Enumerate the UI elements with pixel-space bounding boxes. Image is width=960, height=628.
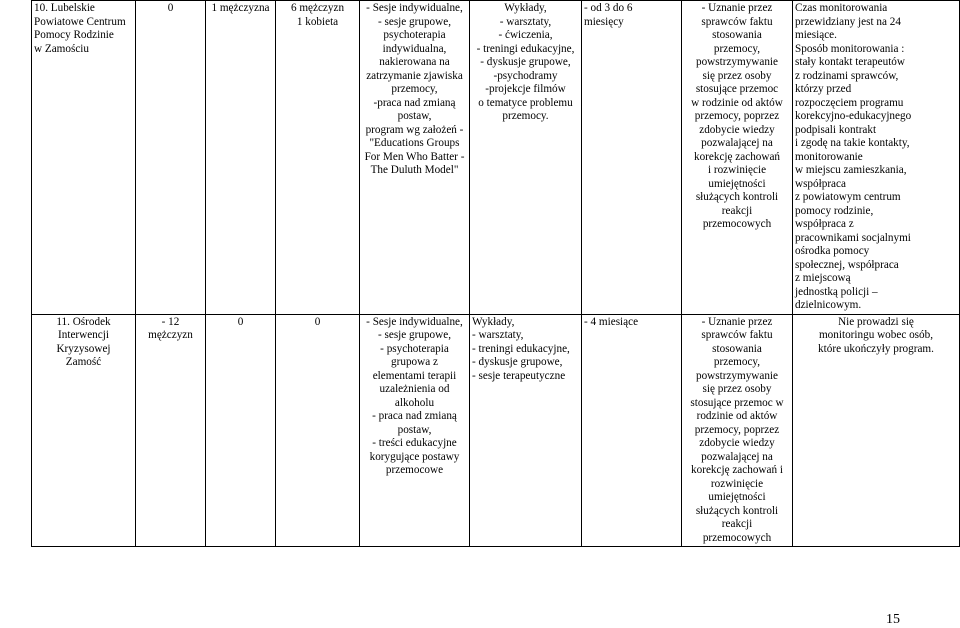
count-cell: 1 mężczyzna <box>206 1 276 315</box>
count-cell: 0 <box>136 1 206 315</box>
count-cell: 6 mężczyzn 1 kobieta <box>276 1 360 315</box>
count-cell: 0 <box>206 314 276 547</box>
table-row <box>32 1 960 315</box>
program-table <box>31 0 960 547</box>
program-cell: - Sesje indywidualne, - sesje grupowe, - psychoterapia grupowa z elementami terapii uzależnienia od alkoholu - praca nad zmianą postaw, - treści edukacyjne korygujące postawy przemocowe <box>360 314 470 547</box>
effects-cell: - Uznanie przez sprawców faktu stosowania przemocy, powstrzymywanie się przez osoby stosujące przemoc w rodzinie od aktów przemocy, poprzez zdobycie wiedzy pozwalającej na korekcję zachowań i rozwinięcie umiejętności służących kontroli reakcji przemocowych <box>682 1 793 315</box>
institution-cell: 10. Lubelskie Powiatowe Centrum Pomocy Rodzinie w Zamościu <box>32 1 136 315</box>
effects-cell: - Uznanie przez sprawców faktu stosowania przemocy, powstrzymywanie się przez osoby stosujące przemoc w rodzinie od aktów przemocy, poprzez zdobycie wiedzy pozwalającej na korekcję zachowań i rozwinięcie umiejętności służących kontroli reakcji przemocowych <box>682 314 793 547</box>
count-cell: 0 <box>276 314 360 547</box>
monitoring-cell: Nie prowadzi się monitoringu wobec osób, które ukończyły program. <box>793 314 960 547</box>
forms-cell: Wykłady, - warsztaty, - ćwiczenia, - treningi edukacyjne, - dyskusje grupowe, -psychodramy -projekcje filmów o tematyce problemu przemocy. <box>470 1 582 315</box>
page-number: 15 <box>886 612 900 627</box>
table-row <box>32 314 960 547</box>
duration-cell: - 4 miesiące <box>582 314 682 547</box>
forms-cell: Wykłady, - warsztaty, - treningi edukacyjne, - dyskusje grupowe, - sesje terapeutyczne <box>470 314 582 547</box>
program-cell: - Sesje indywidualne, - sesje grupowe, psychoterapia indywidualna, nakierowana na zatrzymanie zjawiska przemocy, -praca nad zmianą postaw, program wg założeń - "Educations Groups For Men Who Batter - The Duluth Model" <box>360 1 470 315</box>
institution-cell: 11. Ośrodek Interwencji Kryzysowej Zamość <box>32 314 136 547</box>
count-cell: - 12 mężczyzn <box>136 314 206 547</box>
monitoring-cell: Czas monitorowania przewidziany jest na 24 miesiące. Sposób monitorowania : stały kontakt terapeutów z rodzinami sprawców, którzy przed rozpoczęciem programu korekcyjno-edukacyjnego podpisali kontrakt i zgodę na takie kontakty, monitorowanie w miejscu zamieszkania, współpraca z powiatowym centrum pomocy rodzinie, współpraca z pracownikami socjalnymi ośrodka pomocy społecznej, współpraca z miejscową jednostką policji – dzielnicowym. <box>793 1 960 315</box>
duration-cell: - od 3 do 6 miesięcy <box>582 1 682 315</box>
